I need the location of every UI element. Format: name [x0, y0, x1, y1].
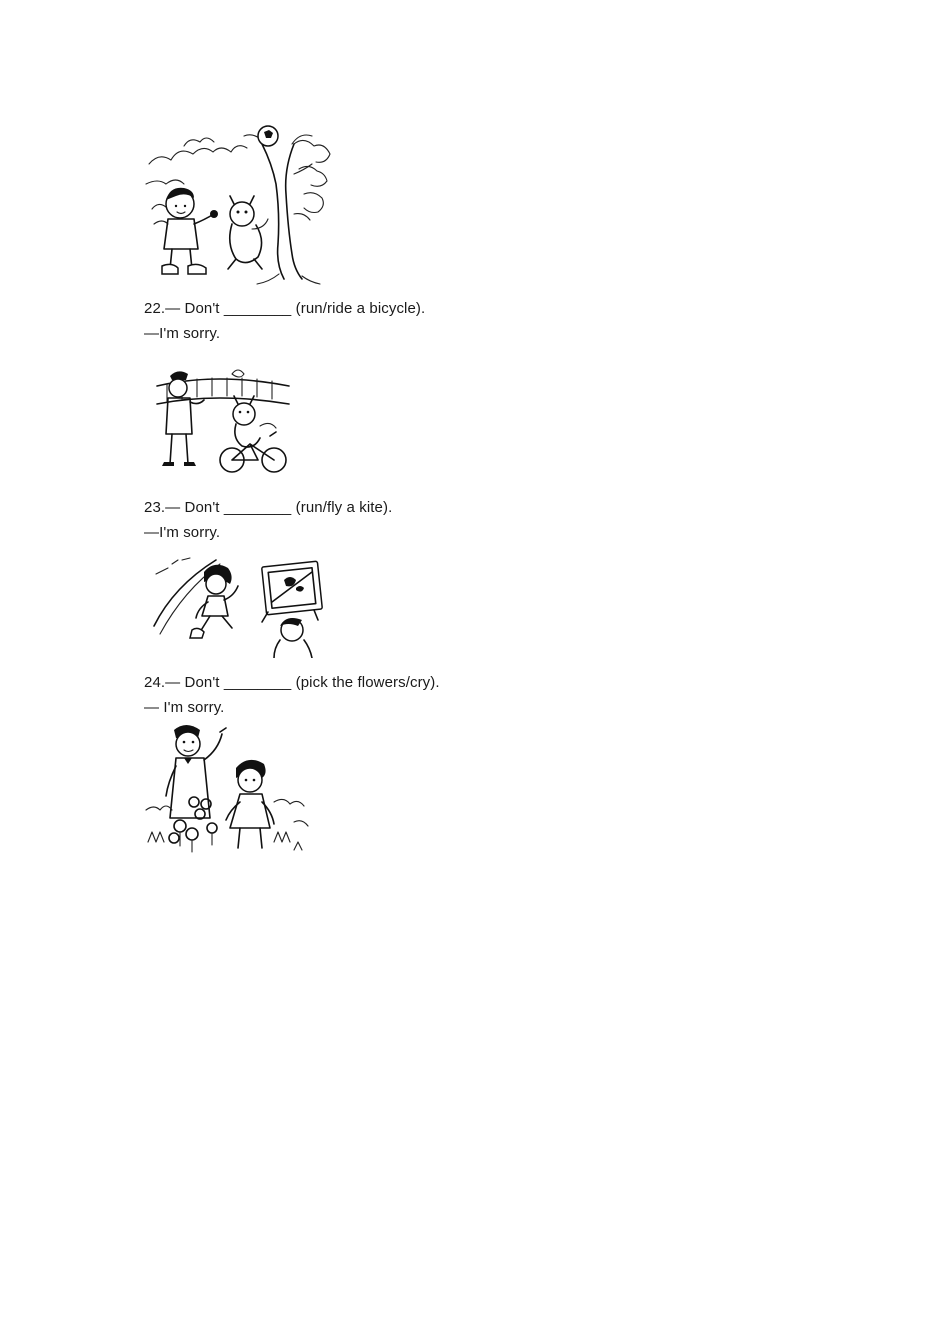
ball-in-tree-illustration: [144, 124, 334, 289]
question-23-prompt: 23.— Don't ________ (run/fly a kite).: [144, 499, 393, 516]
question-23-response: —I'm sorry.: [144, 524, 221, 541]
bicycle-on-bridge-illustration: [152, 364, 294, 476]
question-24-response: — I'm sorry.: [144, 699, 225, 716]
question-22-response: —I'm sorry.: [144, 325, 221, 342]
question-24-prompt: 24.— Don't ________ (pick the flowers/cry).: [144, 674, 440, 691]
flower-picking-illustration: [144, 722, 314, 856]
running-girl-sign-illustration: [152, 554, 324, 658]
question-22-prompt: 22.— Don't ________ (run/ride a bicycle).: [144, 300, 426, 317]
